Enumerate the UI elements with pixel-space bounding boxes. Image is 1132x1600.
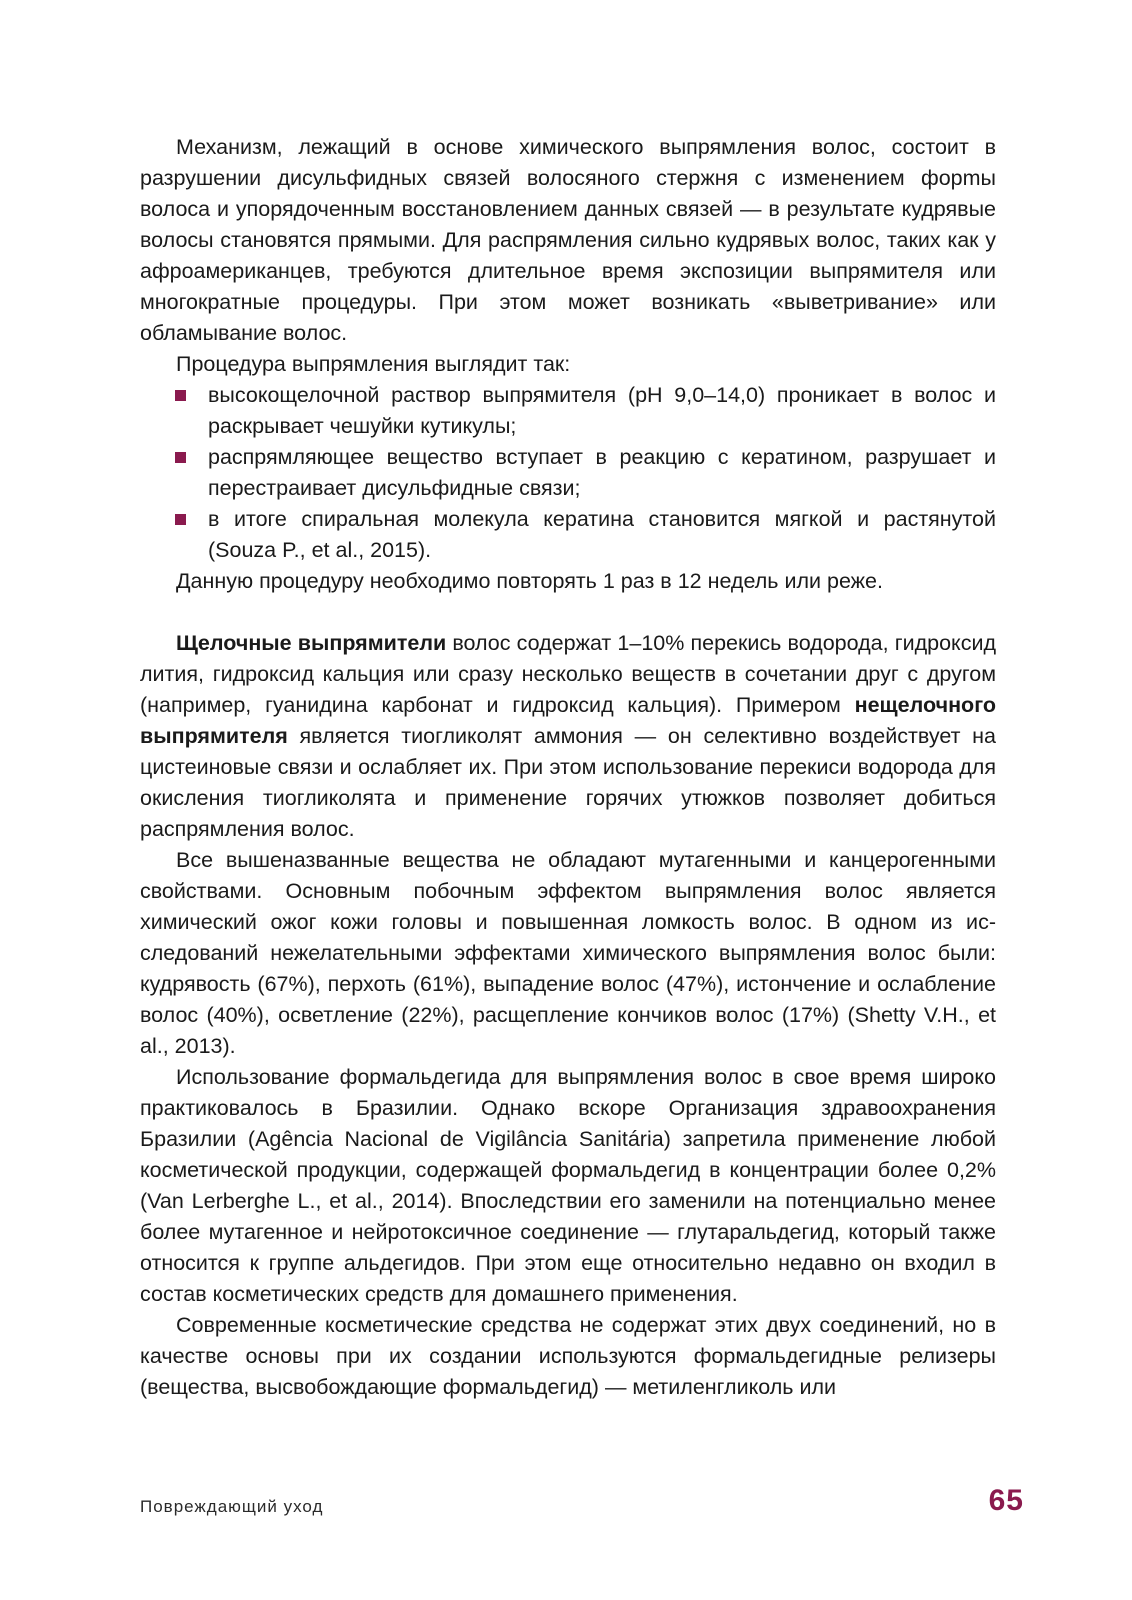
list-item — [208, 504, 996, 566]
paragraph-repeat: Данную процедуру необходимо повторять 1 раз в 12 недель или реже. — [176, 569, 883, 593]
list-item — [208, 380, 996, 442]
list-item-text: высокощелочной раствор выпрямителя (pH 9,0–14,0) проникает в волос и раскрывает чешуйки кутикулы; — [208, 383, 996, 438]
paragraph-mechanism: Механизм, лежащий в основе химического выпрямления волос, состоит в разрушении дисульфидных связей волосяного стержня с изменением форmы волоса и упорядоченным восстановлением данных связей — в результате кудрявые волосы становятся прямыми. Для распрямления сильно кудрявых волос, таких как у афроамериканцев, требуются длительное время экспозиции выпрямителя или многократные процедуры. При этом может возникать «выветривание» или обламывание волос. — [140, 135, 996, 345]
paragraph-alkaline — [140, 628, 996, 845]
term-nonalkaline-straightener: нещелочного выпрямителя — [140, 693, 996, 748]
square-bullet-icon — [175, 514, 186, 525]
procedure-list — [140, 380, 996, 566]
page-body — [140, 132, 996, 1403]
list-item-text: распрямляющее вещество вступает в реакцию с кератином, разрушает и перестраивает дисульфидные связи; — [208, 445, 996, 500]
term-alkaline-straighteners: Щелочные выпрямители — [176, 631, 447, 655]
paragraph-text: является тиогликолят аммония — он селективно воздействует на цистеиновые связи и ослабляет их. При этом использование перекиси водорода для окисления тиогликолята и применение горячих утюжков позволяет добиться распрямления волос. — [140, 724, 996, 841]
paragraph-procedure-intro: Процедура выпрямления выглядит так: — [176, 352, 571, 376]
running-footer-title: Повреждающий уход — [140, 1497, 324, 1516]
paragraph-formaldehyde: Использование формальдегида для выпрямления волос в свое время широко практиковалось в Бразилии. Однако вскоре Организация здравоохранения Бразилии (Agência Nacional de Vigilância Sanitária) запретила применение любой косметической продукции, содержащей формальдегид в концентрации более 0,2% (Van Lerberghe L., et al., 2014). Впоследствии его заменили на потенциально менее более мутагенное и нейротоксичное соединение — глутаральдегид, который также относится к группе альдегидов. При этом еще относительно недавно он входил в состав косметических средств для домашнего применения. — [140, 1065, 996, 1306]
paragraph-text: волос содержат 1–10% перекись водорода, гидроксид лития, гидроксид кальция или сразу несколько веществ в сочетании друг с другом (например, гуанидина карбонат и гидроксид кальция). Примером — [140, 631, 996, 717]
square-bullet-icon — [175, 390, 186, 401]
square-bullet-icon — [175, 452, 186, 463]
page-number: 65 — [988, 1484, 1024, 1517]
paragraph-side-effects: Все вышеназванные вещества не обладают мутагенными и канцерогенными свойствами. Основным побочным эффектом выпрямления волос является химический ожог кожи головы и повышенная ломкость волос. В одном из исследований нежелательными эффектами химического выпрямления волос были: кудрявость (67%), перхоть (61%), выпадение волос (47%), истончение и ослабление волос (40%), осветление (22%), расщепление кончиков волос (17%) (Shetty V.H., et al., 2013). — [140, 848, 996, 1058]
paragraph-modern-products: Современные косметические средства не содержат этих двух соединений, но в качестве основы при их создании используются формальдегидные релизеры (вещества, высвобождающие формальдегид) — метиленгликоль или — [140, 1313, 996, 1399]
list-item — [208, 442, 996, 504]
list-item-text: в итоге спиральная молекула кератина становится мягкой и растянутой (Souza P., et al., 2015). — [208, 507, 996, 562]
